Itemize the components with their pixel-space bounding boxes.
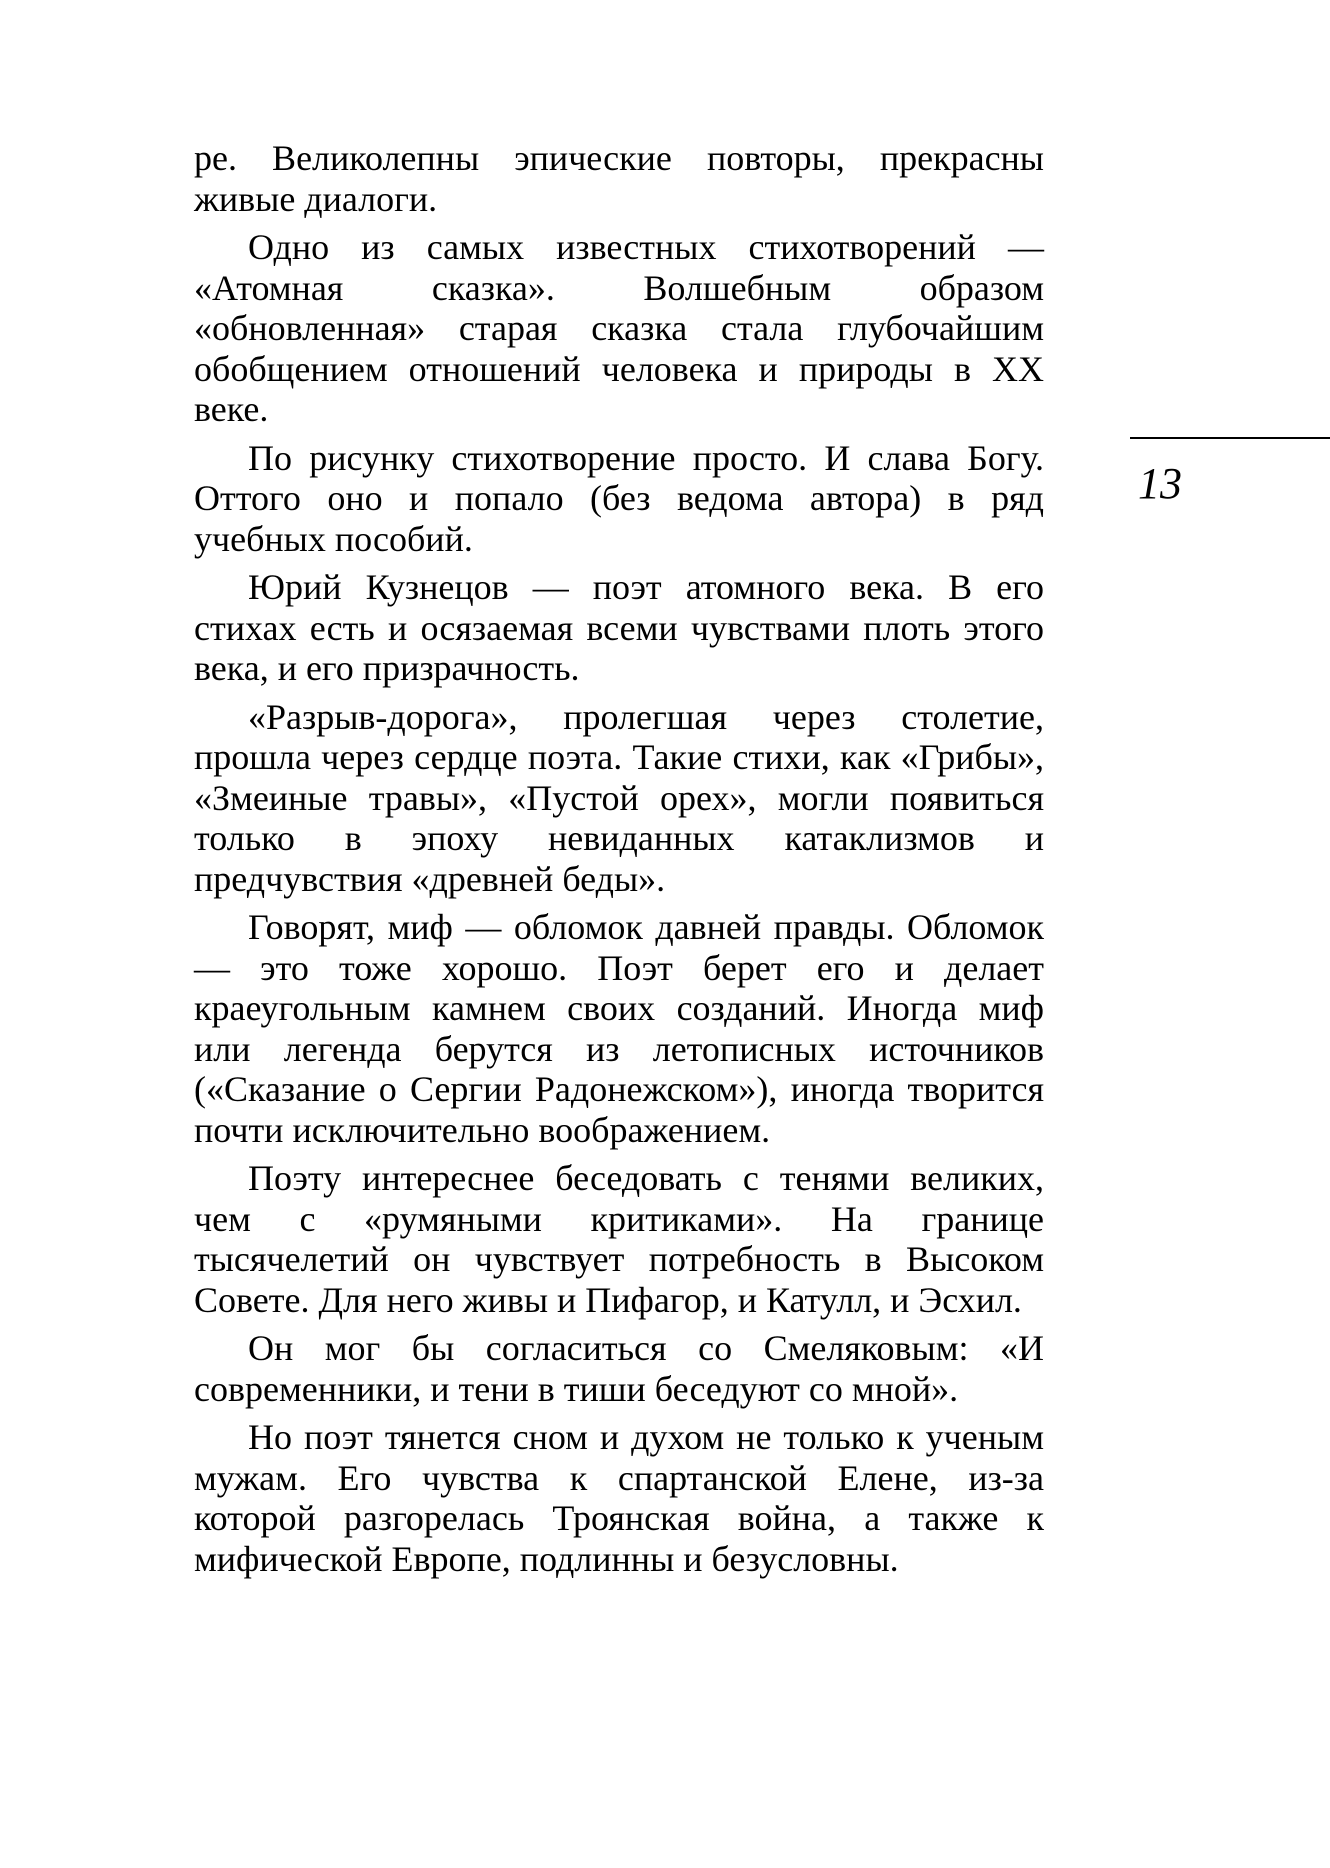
body-text [194, 138, 1044, 1587]
paragraph: Говорят, миф — обломок давней правды. Обломок — это тоже хорошо. Поэт берет его и делает краеугольным камнем своих созданий. Иногда миф или легенда берутся из летописных источников («Сказание о Сергии Радонежском»), иногда творится почти исключительно воображением. [194, 907, 1044, 1150]
page-number-rule [1130, 437, 1330, 439]
paragraph: Он мог бы согласиться со Смеляковым: «И современники, и тени в тиши беседуют со мной». [194, 1328, 1044, 1409]
paragraph: Поэту интереснее беседовать с тенями великих, чем с «румяными критиками». На границе тысячелетий он чувствует потребность в Высоком Совете. Для него живы и Пифагор, и Катулл, и Эсхил. [194, 1158, 1044, 1320]
paragraph-continued: ре. Великолепны эпические повторы, прекрасны живые диалоги. [194, 138, 1044, 219]
paragraph: Юрий Кузнецов — поэт атомного века. В его стихах есть и осязаемая всеми чувствами плоть этого века, и его призрачность. [194, 567, 1044, 688]
page-number: 13 [1138, 459, 1182, 508]
paragraph: «Разрыв-дорога», пролегшая через столетие, прошла через сердце поэта. Такие стихи, как «Грибы», «Змеиные травы», «Пустой орех», могли появиться только в эпоху невиданных катаклизмов и предчувствия «древней беды». [194, 696, 1044, 899]
paragraph: По рисунку стихотворение просто. И слава Богу. Оттого оно и попало (без ведома автора) в ряд учебных пособий. [194, 437, 1044, 559]
paragraph: Одно из самых известных стихотворений — «Атомная сказка». Волшебным образом «обновленная» старая сказка стала глубочайшим обобщением отношений человека и природы в XX веке. [194, 227, 1044, 429]
paragraph: Но поэт тянется сном и духом не только к ученым мужам. Его чувства к спартанской Елене, из-за которой разгорелась Троянская война, а также к мифической Европе, подлинны и безусловны. [194, 1417, 1044, 1579]
